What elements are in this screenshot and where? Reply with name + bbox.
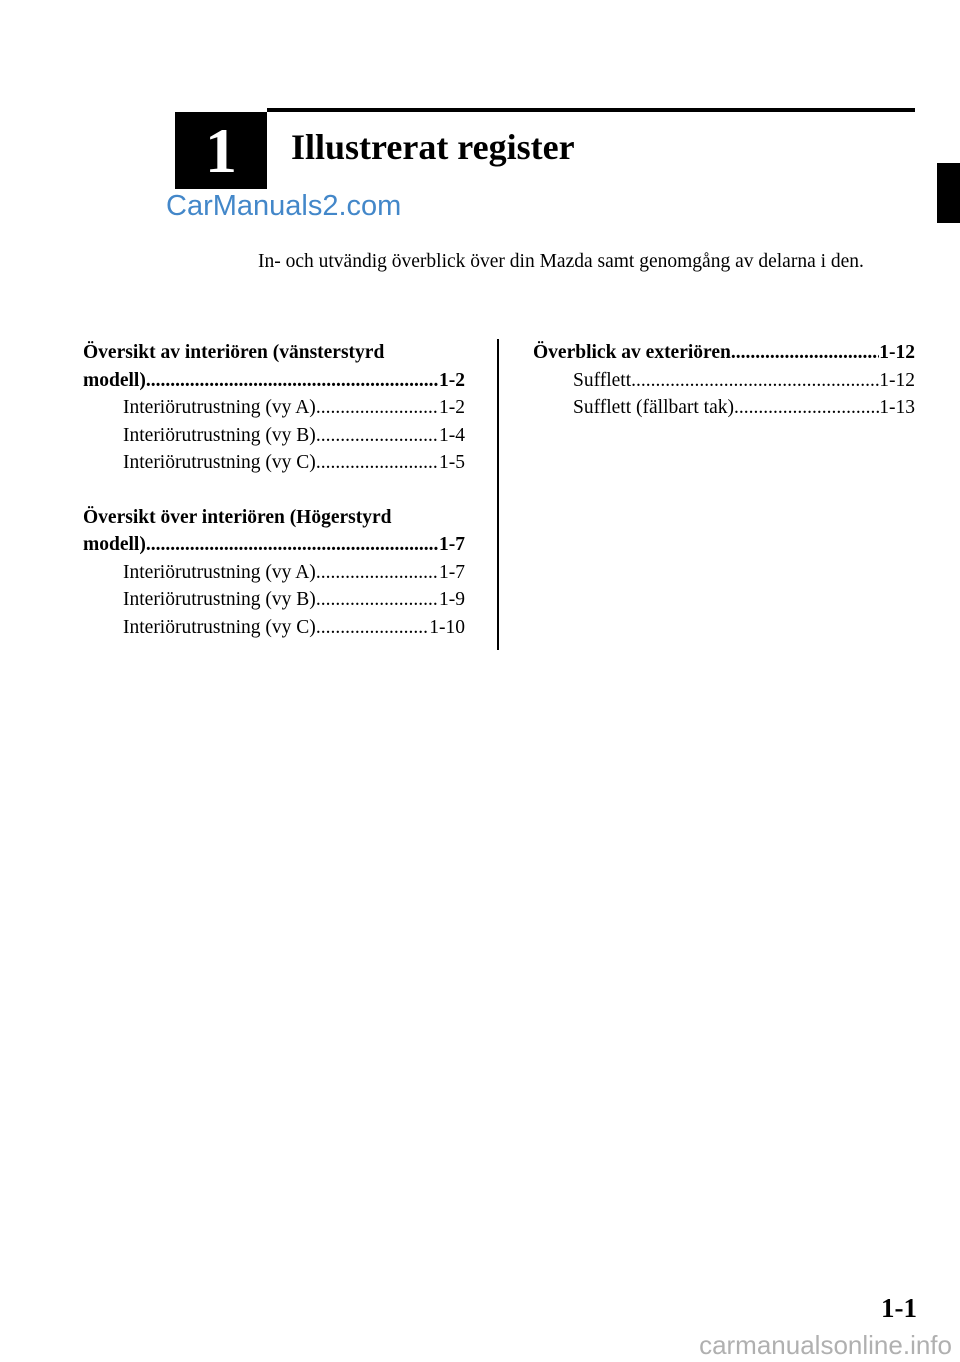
toc-entry[interactable] [83,449,465,477]
chapter-number-box [175,112,267,189]
toc-entry[interactable] [83,367,465,395]
toc-entry-text: Interiörutrustning (vy C) [123,616,316,638]
leader-dots [731,339,879,367]
watermark-top[interactable]: CarManuals2.com [166,190,402,222]
toc-entry-page: 1-5 [439,452,465,473]
toc-entry-page: 1-4 [439,424,465,446]
chapter-title: Illustrerat register [291,127,575,167]
toc-entry-page: 1-9 [439,589,465,610]
toc-entry-page: 1-7 [439,561,465,583]
toc-entry-page: 1-2 [439,369,465,391]
toc-heading-line: Översikt av interiören (vänsterstyrd [83,342,385,363]
toc-entry-text: Interiörutrustning (vy B) [123,589,316,610]
leader-dots [316,559,439,587]
toc-entry[interactable] [533,394,915,422]
toc-entry[interactable] [83,586,465,614]
toc-entry-page: 1-10 [429,616,465,638]
toc-entry[interactable] [83,614,465,642]
leader-dots [316,422,439,450]
page-number: 1-1 [881,1293,917,1323]
chapter-number: 1 [205,114,237,186]
toc-entry-text: modell) [83,369,146,391]
toc-entry-text: Sufflett [573,369,632,391]
toc-heading-line: Översikt över interiören (Högerstyrd [83,506,392,528]
toc-entry[interactable] [83,394,465,422]
leader-dots [734,394,879,422]
leader-dots [146,531,439,559]
leader-dots [316,449,439,477]
section-gap [83,477,465,504]
toc-left-column [83,339,465,641]
toc-entry[interactable] [83,531,465,559]
toc-entry-text: modell) [83,534,146,555]
leader-dots [146,367,439,395]
toc-entry-text: Sufflett (fällbart tak) [573,397,734,418]
toc-entry-text: Interiörutrustning (vy A) [123,397,316,418]
toc-entry-page: 1-12 [879,369,915,391]
leader-dots [316,614,429,642]
toc-entry-text: Överblick av exteriören [533,342,731,363]
toc-entry[interactable] [533,367,915,395]
toc-entry[interactable] [533,339,915,367]
title-rule [267,108,915,112]
toc-entry-text: Interiörutrustning (vy C) [123,452,316,473]
toc-entry-page: 1-7 [439,534,465,555]
watermark-bottom[interactable]: carmanualsonline.info [699,1330,952,1360]
intro-text: In- och utvändig överblick över din Mazda samt genomgång av delarna i den. [258,251,864,272]
toc-entry-text: Interiörutrustning (vy A) [123,561,316,583]
leader-dots [316,586,439,614]
chapter-side-tab [937,163,960,223]
leader-dots [631,367,879,395]
column-divider [497,339,499,650]
toc-entry-page: 1-2 [439,397,465,418]
toc-entry[interactable] [83,422,465,450]
toc-entry-text: Interiörutrustning (vy B) [123,424,316,446]
leader-dots [316,394,439,422]
toc-entry-page: 1-13 [879,397,915,418]
toc-entry-page: 1-12 [879,342,915,363]
toc-entry[interactable] [83,559,465,587]
toc-right-column [533,339,915,422]
